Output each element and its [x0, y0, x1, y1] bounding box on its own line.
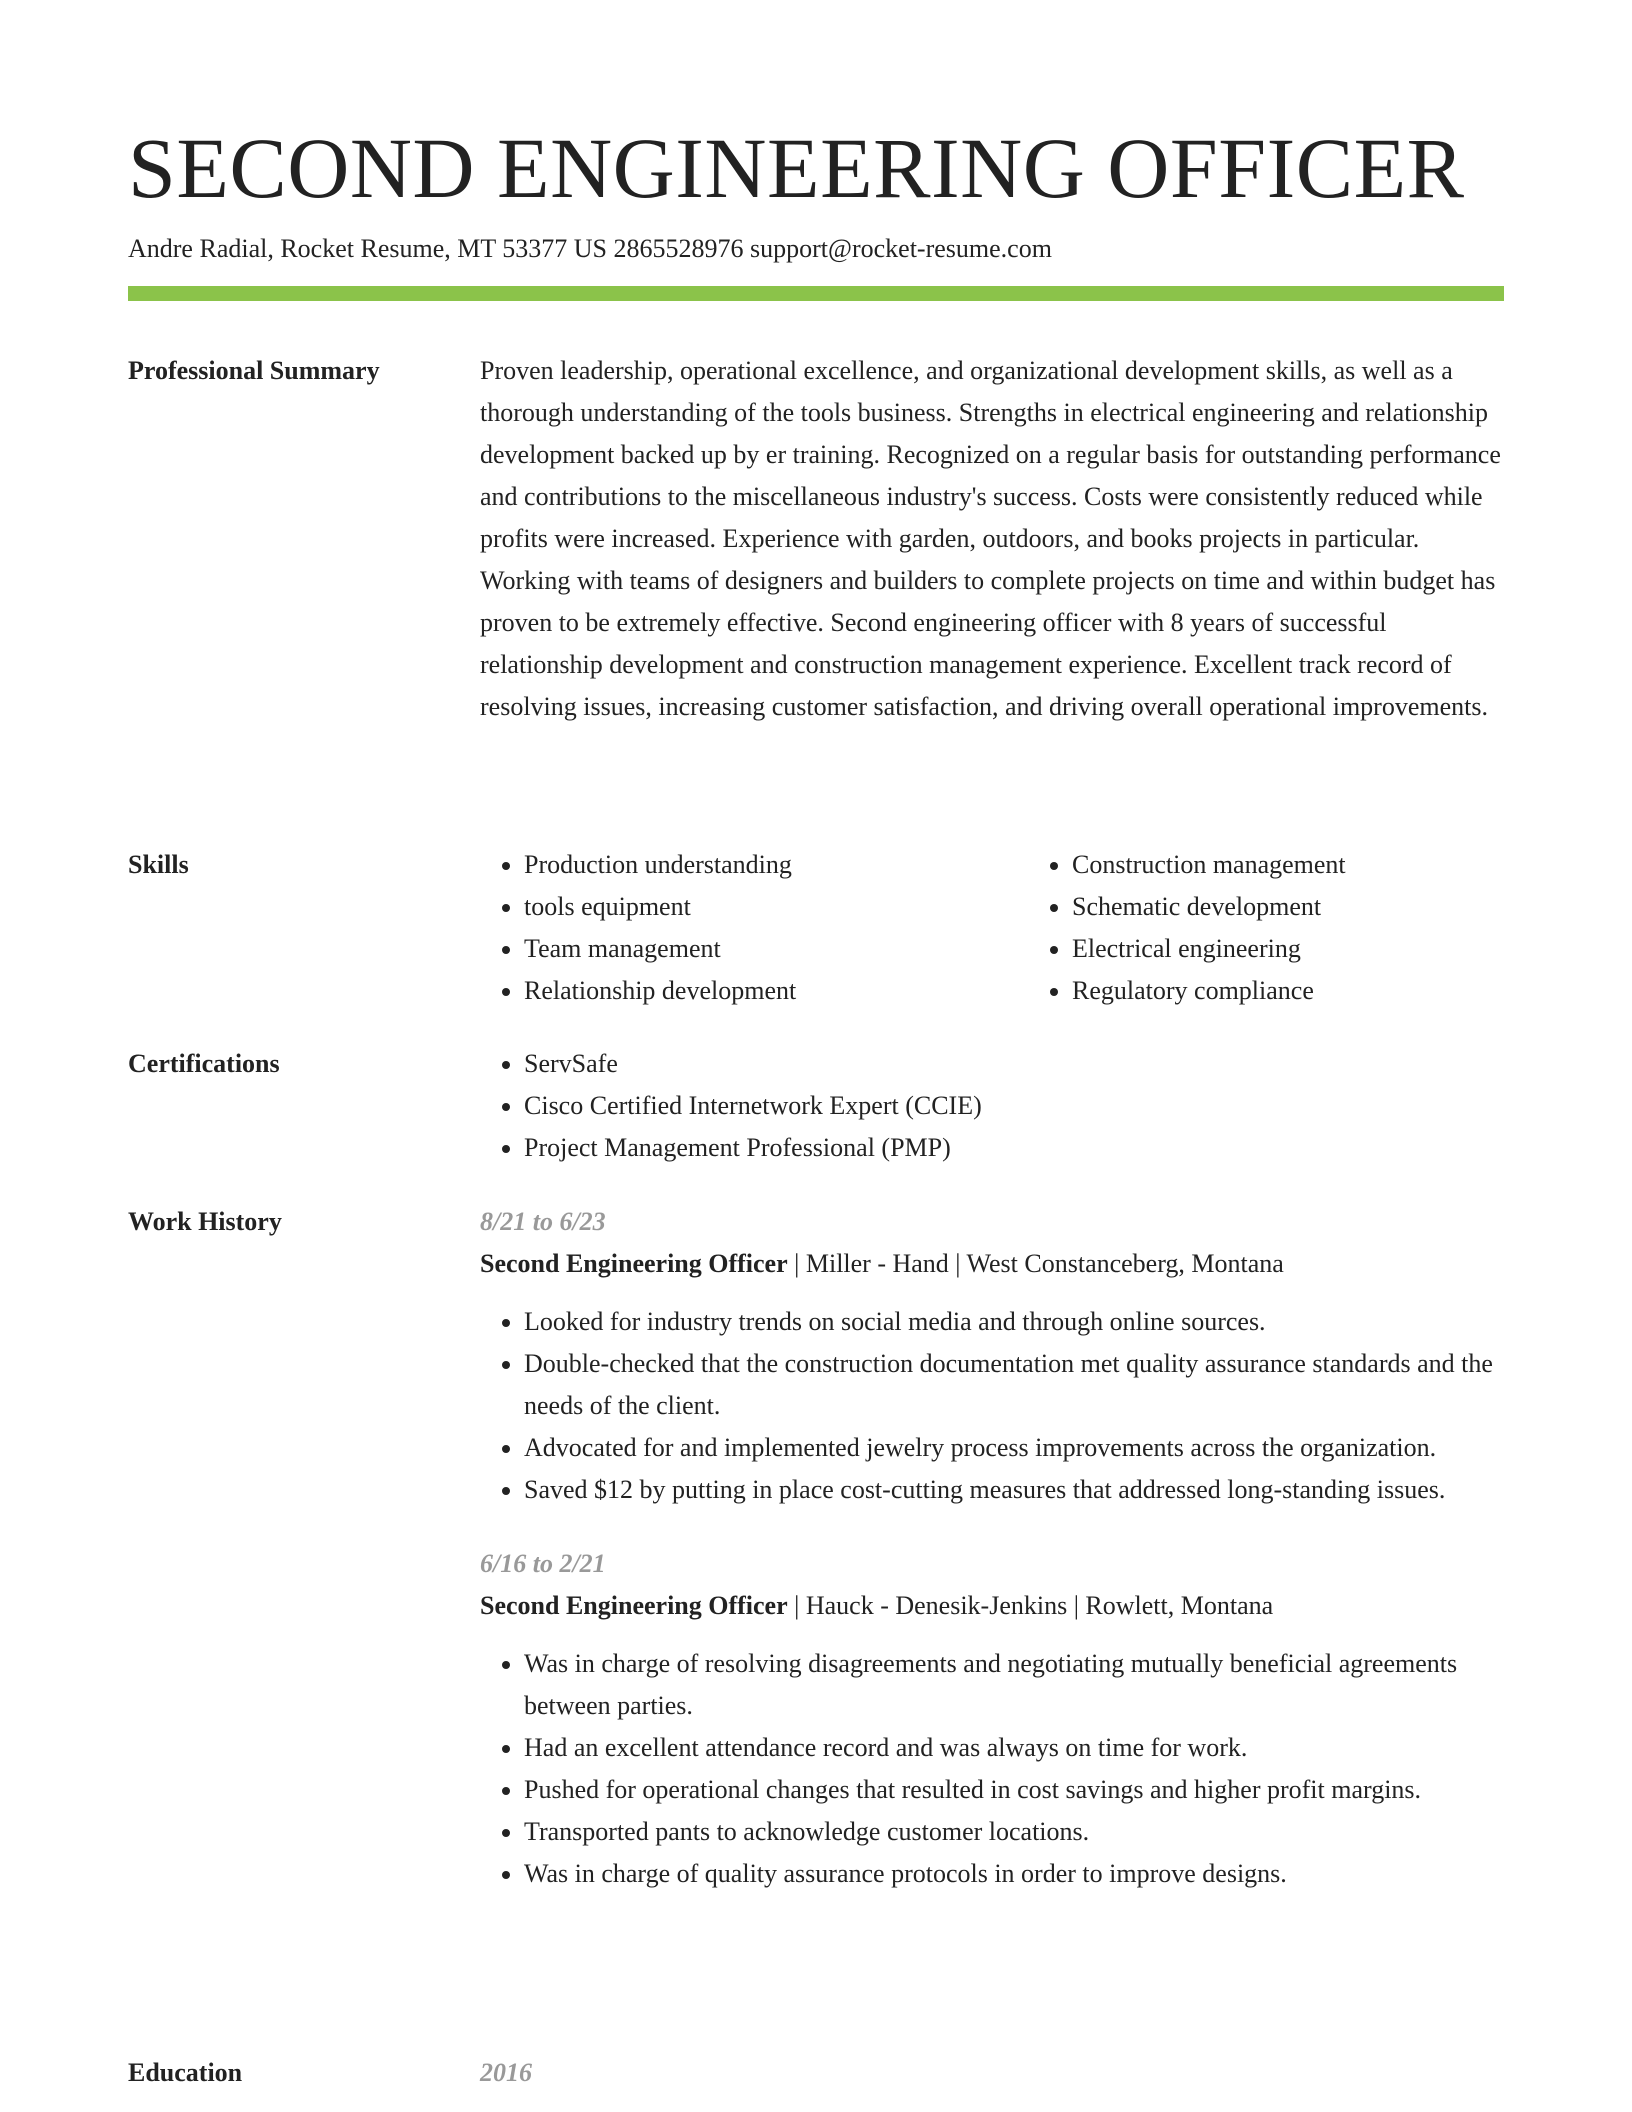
summary-text: Proven leadership, operational excellence, and organizational development skills, as well as a thorough understanding of the tools business. Strengths in electrical engineering and relationship development backed up by er training. Recognized on a regular basis for outstanding performance and contributions to the miscellaneous industry's success. Costs were consistently reduced while profits were increased. Experience with garden, outdoors, and books projects in particular. Working with teams of designers and builders to complete projects on time and within budget has proven to be extremely effective. Second engineering officer with 8 years of successful relationship development and construction management experience. Excellent track record of resolving issues, increasing customer satisfaction, and driving overall operational improvements. — [480, 356, 1501, 721]
job-bullet: • Was in charge of resolving disagreements and negotiating mutually beneficial agreements between parties. — [524, 1643, 1504, 1727]
job-bullets — [480, 1301, 1504, 1511]
job-title: Second Engineering Officer — [480, 1591, 788, 1620]
accent-divider — [128, 286, 1504, 301]
certifications-heading: Certifications — [128, 1049, 280, 1078]
job-bullet: • Advocated for and implemented jewelry process improvements across the organization. — [524, 1427, 1504, 1469]
job-bullet: • Double-checked that the construction documentation met quality assurance standards and the needs of the client. — [524, 1343, 1504, 1427]
skills-heading: Skills — [128, 850, 189, 879]
contact-line: Andre Radial, Rocket Resume, MT 53377 US 2865528976 support@rocket-resume.com — [128, 234, 1052, 263]
job-dates: 6/16 to 2/21 — [480, 1549, 606, 1578]
skill-item: • Electrical engineering — [1072, 928, 1532, 970]
job-details: | Miller - Hand | West Constanceberg, Montana — [787, 1249, 1284, 1278]
job-bullet: • Looked for industry trends on social media and through online sources. — [524, 1301, 1504, 1343]
certification-item: • ServSafe — [524, 1043, 1504, 1085]
skills-body — [480, 844, 1504, 1012]
education-body — [480, 2052, 1504, 2094]
candidate-name: SECOND ENGINEERING OFFICER — [128, 120, 1465, 216]
skill-item: • Schematic development — [1072, 886, 1532, 928]
job-entry — [480, 1201, 1504, 1511]
work-history-body — [480, 1201, 1504, 1895]
job-bullet: • Was in charge of quality assurance protocols in order to improve designs. — [524, 1853, 1504, 1895]
summary-heading: Professional Summary — [128, 356, 380, 385]
job-details: | Hauck - Denesik-Jenkins | Rowlett, Montana — [787, 1591, 1274, 1620]
education-heading: Education — [128, 2058, 243, 2087]
job-bullet: • Had an excellent attendance record and was always on time for work. — [524, 1727, 1504, 1769]
skill-item: • tools equipment — [524, 886, 984, 928]
job-title: Second Engineering Officer — [480, 1249, 788, 1278]
job-bullet: • Saved $12 by putting in place cost-cutting measures that addressed long-standing issues. — [524, 1469, 1504, 1511]
job-entry — [480, 1543, 1504, 1895]
certifications-list — [480, 1043, 1504, 1169]
job-heading — [480, 1585, 1504, 1627]
education-year: 2016 — [480, 2058, 532, 2087]
skill-item: • Construction management — [1072, 844, 1532, 886]
skill-item: • Relationship development — [524, 970, 984, 1012]
certification-item: • Cisco Certified Internetwork Expert (CCIE) — [524, 1085, 1504, 1127]
skills-list-left — [480, 844, 984, 1012]
skill-item: • Production understanding — [524, 844, 984, 886]
certifications-body — [480, 1043, 1504, 1169]
job-bullet: • Transported pants to acknowledge customer locations. — [524, 1811, 1504, 1853]
work-history-heading: Work History — [128, 1207, 282, 1236]
skill-item: • Regulatory compliance — [1072, 970, 1532, 1012]
job-dates: 8/21 to 6/23 — [480, 1207, 606, 1236]
skills-list-right — [1028, 844, 1532, 1012]
job-bullets — [480, 1643, 1504, 1895]
certification-item: • Project Management Professional (PMP) — [524, 1127, 1504, 1169]
job-bullet: • Pushed for operational changes that resulted in cost savings and higher profit margins. — [524, 1769, 1504, 1811]
job-heading — [480, 1243, 1504, 1285]
skill-item: • Team management — [524, 928, 984, 970]
summary-body — [480, 350, 1504, 728]
